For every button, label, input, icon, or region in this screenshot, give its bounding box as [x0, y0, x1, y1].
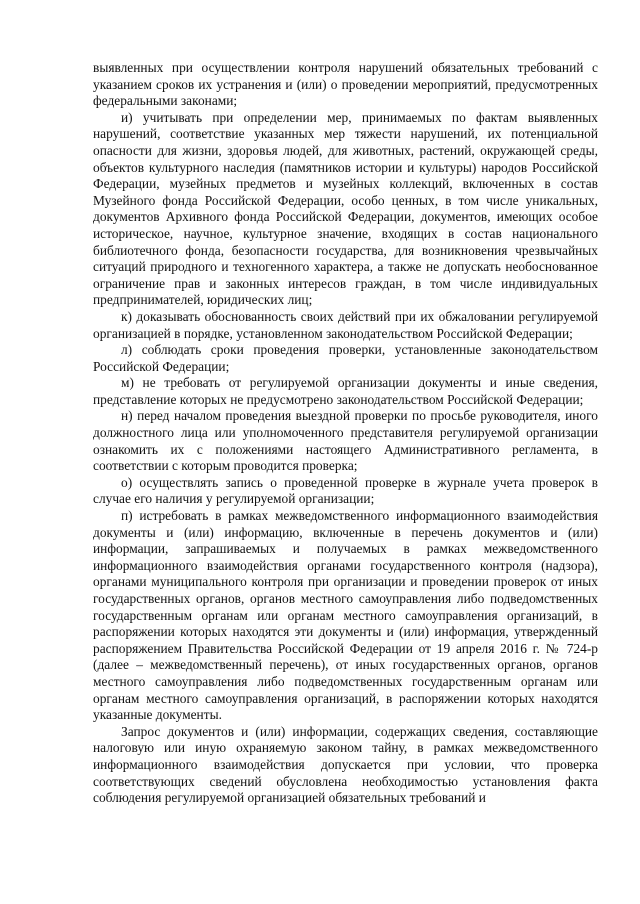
paragraph-item-n: н) перед началом проведения выездной проверки по просьбе руководителя, иного должностного лица или уполномоченного представителя регулируемой организации ознакомить их с положениями настоящего Административного регламента, в соответствии с которым проводится проверка; — [93, 408, 598, 474]
paragraph-item-o: о) осуществлять запись о проведенной проверке в журнале учета проверок в случае его наличия у регулируемой организации; — [93, 474, 598, 507]
paragraph-item-l: л) соблюдать сроки проведения проверки, установленные законодательством Российской Федерации; — [93, 342, 598, 374]
paragraph-item-i: и) учитывать при определении мер, принимаемых по фактам выявленных нарушений, соответствие указанных мер тяжести нарушений, их потенциальной опасности для жизни, здоровья людей, для животных, растений, окружающей среды, объектов культурного наследия (памятников истории и культуры) народов Российской Федерации, музейных предметов и музейных коллекций, включенных в состав Музейного фонда Российской Федерации, особо ценных, в том числе уникальных, документов Архивного фонда Российской Федерации, документов, имеющих особое историческое, научное, культурное значение, входящих в состав национального библиотечного фонда, безопасности государства, для возникновения чрезвычайных ситуаций природного и техногенного характера, а также не допускать необоснованное ограничение прав и законных интересов граждан, в том числе индивидуальных предпринимателей, юридических лиц; — [93, 109, 598, 308]
paragraph-continuation: выявленных при осуществлении контроля нарушений обязательных требований с указанием сроков их устранения и (или) о проведении мероприятий, предусмотренных федеральными законами; — [93, 60, 598, 109]
paragraph-item-m: м) не требовать от регулируемой организации документы и иные сведения, представление которых не предусмотрено законодательством Российской Федерации; — [93, 375, 598, 407]
paragraph-request-documents: Запрос документов и (или) информации, содержащих сведения, составляющие налоговую или иную охраняемую законом тайну, в рамках межведомственного информационного взаимодействия допускается при условии, что проверка соответствующих сведений обусловлена необходимостью установления факта соблюдения регулируемой организацией обязательных требований и — [93, 723, 598, 806]
paragraph-item-p: п) истребовать в рамках межведомственного информационного взаимодействия документы и (или) информацию, включенные в перечень документов и (или) информации, запрашиваемых и получаемых в рамках межведомственного информационного взаимодействия органами государственного контроля (надзора), органами муниципального контроля при организации и проведении проверок от иных государственных органов, органов местного самоуправления либо подведомственных государственным органам или органам местного самоуправления организаций, в распоряжении которых находятся эти документы и (или) информация, утвержденный распоряжением Правительства Российской Федерации от 19 апреля 2016 г. № 724-р (далее – межведомственный перечень), от иных государственных органов, органов местного самоуправления либо подведомственных государственным органам или органам местного самоуправления организаций, в распоряжении которых находятся указанные документы. — [93, 508, 598, 723]
paragraph-item-k: к) доказывать обоснованность своих действий при их обжаловании регулируемой организацией в порядке, установленном законодательством Российской Федерации; — [93, 308, 598, 341]
